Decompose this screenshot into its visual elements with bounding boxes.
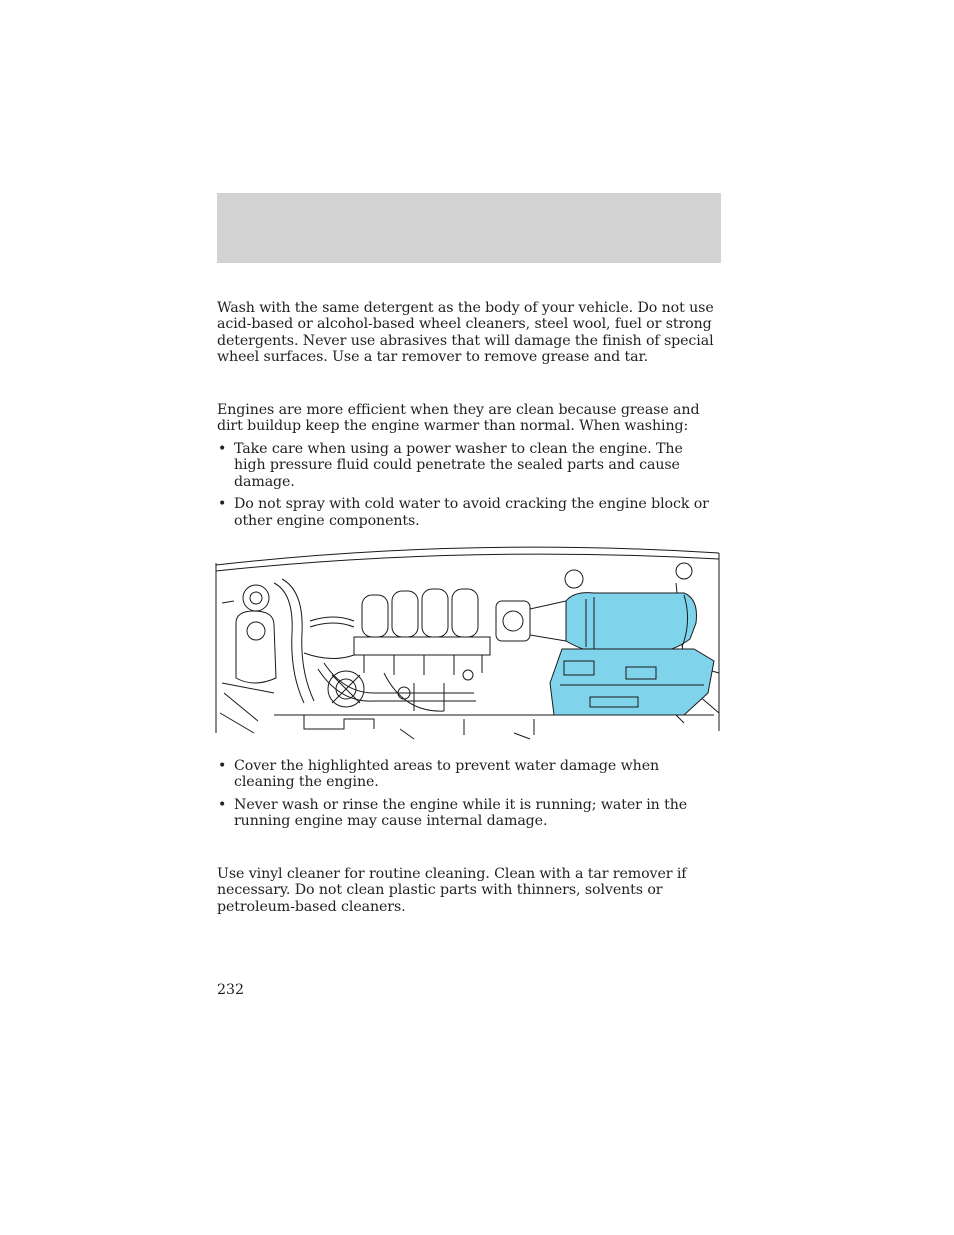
- bullet-text: Never wash or rinse the engine while it is running; water in the running engine may cause internal damage.: [234, 796, 688, 830]
- chapter-header-band: [217, 193, 721, 263]
- bullet-icon: •: [218, 796, 227, 813]
- list-item: [217, 797, 717, 830]
- engine-bullets-first: [217, 441, 717, 535]
- bullet-icon: •: [218, 441, 227, 457]
- bullet-text: Cover the highlighted areas to prevent water damage when cleaning the engine.: [234, 758, 660, 791]
- page-number: 232: [217, 982, 245, 998]
- engine-intro-paragraph: Engines are more efficient when they are clean because grease and dirt buildup keep the engine warmer than normal. When washing:: [217, 402, 700, 435]
- engine-compartment-illustration: [214, 543, 724, 743]
- plastic-parts-paragraph: Use vinyl cleaner for routine cleaning. Clean with a tar remover if necessary. Do not clean plastic parts with thinners, solvents or petroleum-based cleaners.: [217, 866, 687, 915]
- bullet-icon: •: [218, 758, 227, 774]
- bullet-text: Do not spray with cold water to avoid cracking the engine block or other engine components.: [234, 496, 709, 529]
- bullet-icon: •: [218, 496, 227, 513]
- list-item: [217, 496, 717, 529]
- electrical-box-highlight: [550, 649, 714, 715]
- list-item: [217, 441, 717, 490]
- bullet-text: Take care when using a power washer to clean the engine. The high pressure fluid could penetrate the sealed parts and cause damage.: [234, 441, 683, 490]
- engine-bullets-second: [217, 758, 717, 836]
- list-item: [217, 758, 717, 791]
- wheels-paragraph: Wash with the same detergent as the body of your vehicle. Do not use acid-based or alcohol-based wheel cleaners, steel wool, fuel or strong detergents. Never use abrasives that will damage the finish of special wheel surfaces. Use a tar remover to remove grease and tar.: [217, 300, 714, 366]
